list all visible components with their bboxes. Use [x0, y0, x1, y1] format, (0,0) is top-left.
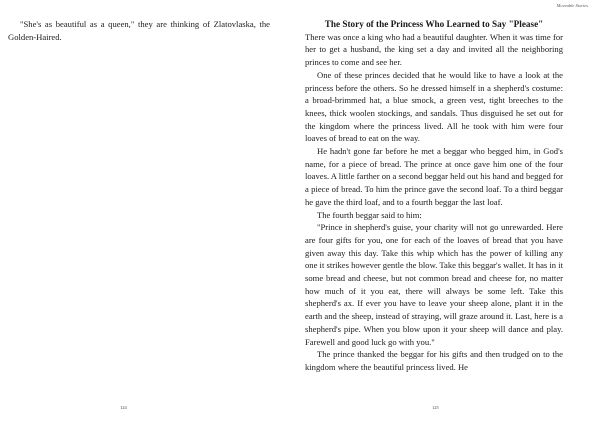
paragraph: There was once a king who had a beautiful daughter. When it was time for her to get a husband, the king set a day and invited all the neighboring princes to come and see her. — [305, 31, 563, 68]
paragraph: "She's as beautiful as a queen," they are thinking of Zlatovlaska, the Golden-Haired. — [8, 19, 270, 42]
left-text-block — [8, 18, 270, 43]
running-head: Moveable Stories — [556, 3, 588, 8]
paragraph: The fourth beggar said to him: — [317, 209, 422, 220]
page-number: 125 — [432, 405, 439, 410]
paragraph: "Prince in shepherd's guise, your charity will not go unrewarded. Here are four gifts for you, one for each of the loaves of bread that you have given away this day. Take this whip which has the power of killing any one it strikes however gentle the blow. Take this beggar's wallet. It has in it some bread and cheese, but not common bread and cheese for, no matter how much of it you eat, there will always be some left. Take this shepherd's ax. If ever you have to leave your sheep alone, plant it in the earth and the sheep, instead of straying, will graze around it. Last, here is a shepherd's pipe. When you blow upon it your sheep will dance and play. Farewell and good luck go with you." — [305, 222, 563, 347]
paragraph: He hadn't gone far before he met a beggar who begged him, in God's name, for a piece of bread. The prince at once gave him one of the four loaves. A little farther on a second beggar held out his hand and begged for a piece of bread. To him the prince gave the second loaf. To a third beggar he gave the third loaf, and to a fourth beggar the last loaf. — [305, 146, 563, 207]
right-text-block — [305, 18, 563, 374]
right-page — [300, 0, 600, 424]
paragraph: One of these princes decided that he would like to have a look at the princess before the others. So he dressed himself in a shepherd's costume: a broad-brimmed hat, a blue smock, a green vest, tight breeches to the knees, thick woolen stockings, and sandals. Thus disguised he set out for the kingdom where the princess lived. All he took with him were four loaves of bread to eat on the way. — [305, 69, 563, 144]
paragraph: The prince thanked the beggar for his gifts and then trudged on to the kingdom where the beautiful princess lived. He — [305, 349, 563, 372]
story-title: The Story of the Princess Who Learned to Say "Please" — [324, 19, 544, 29]
page-number: 124 — [120, 405, 127, 410]
